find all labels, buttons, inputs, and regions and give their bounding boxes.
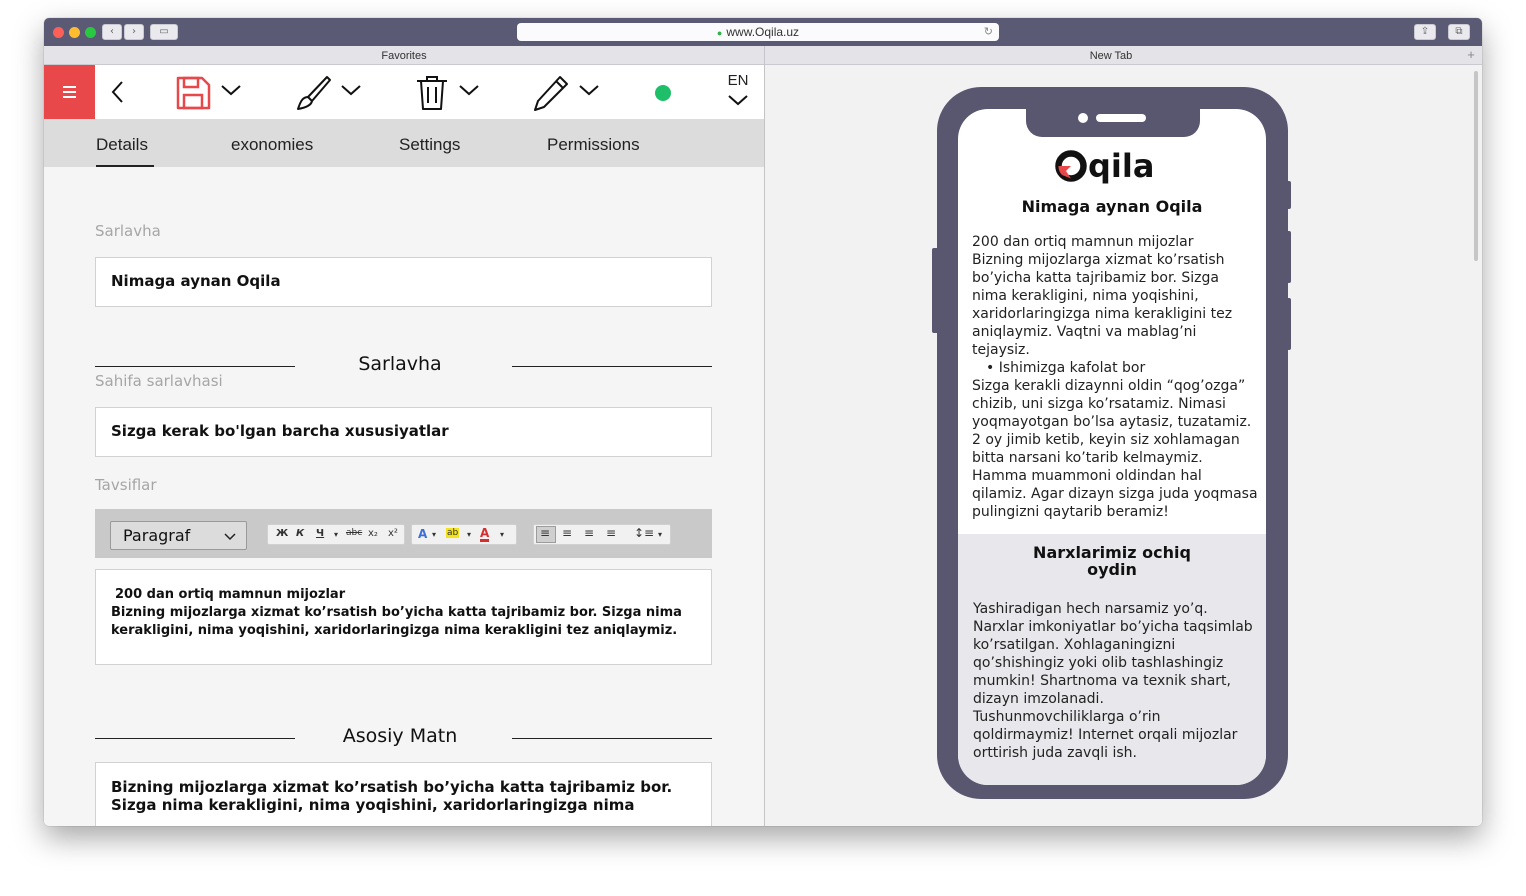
chevron-left-icon: [95, 65, 146, 119]
phone-mockup: [937, 87, 1288, 799]
trash-dropdown-chevron-icon[interactable]: [458, 83, 480, 97]
save-icon[interactable]: [174, 73, 212, 113]
preview-title: Nimaga aynan Oqila: [1021, 197, 1203, 216]
section-heading-text: Sarlavha: [358, 353, 442, 375]
descriptions-label: Tavsiflar: [95, 476, 157, 494]
brush-icon[interactable]: [294, 73, 332, 113]
align-right-icon[interactable]: ≡: [584, 526, 595, 540]
align-justify-icon[interactable]: ≡: [606, 526, 617, 540]
alignment-group: [533, 524, 671, 545]
text-color-group: [411, 524, 517, 545]
page-title-input[interactable]: Sizga kerak bo'lgan barcha xususiyatlar: [95, 407, 712, 457]
editor-pane: [44, 65, 764, 826]
section-tabs: [44, 119, 764, 167]
line-spacing-icon[interactable]: ↕≡: [634, 526, 655, 540]
share-icon[interactable]: ⇪: [1414, 24, 1436, 40]
preview-paragraph: Sizga kerakli dizaynni oldin “qog’ozga” chizib, uni sizga ko’rsatamiz. Nimasi yoqmayotgan bo’lsa aytasiz, tuzatamiz. 2 oy jimib ketib, keyin siz xohlamagan bitta narsani ko’tarib kelmaymiz. Hamma muammoni oldindan hal qilamiz. Agar dizayn sizga juda yoqmasa pulingizni qaytarib beramiz!: [972, 378, 1258, 520]
camera-icon: [1078, 113, 1088, 123]
oqila-logo-mark: [1054, 145, 1170, 185]
lock-icon: ●: [716, 28, 723, 38]
preview-paragraph: Bizning mijozlarga xizmat ko’rsatish bo’yicha katta tajribamiz bor. Sizga nima kerakligini, nima yoqishini, xaridorlaringizga nima kerakligini tez aniqlaymiz. Vaqtni va mablag’ni tejaysiz.: [972, 252, 1233, 358]
trash-icon[interactable]: [414, 73, 450, 113]
tab-favorites[interactable]: Favorites: [381, 50, 427, 62]
scrollbar[interactable]: [1474, 71, 1478, 261]
description-editor[interactable]: [95, 569, 712, 665]
preview-paragraph: Yashiradigan hech narsamiz yo’q. Narxlar imkoniyatlar bo’yicha taqsimlab ko’rsatilgan. Xohlaganingizni qo’shishingiz yoki olib tashlashingiz mumkin! Shartnoma va texnik shart, dizayn imzolanadi. Tushunmovchiliklarga o’rin qoldirmaymiz! Internet orqali mijozlar orttirish juda zavqli ish.: [973, 601, 1253, 761]
brush-dropdown-chevron-icon[interactable]: [340, 83, 362, 97]
oqila-logo: [958, 145, 1266, 189]
active-tab-underline: [96, 165, 154, 167]
text-effects-dropdown-icon[interactable]: ▾: [432, 530, 437, 539]
language-label: EN: [727, 72, 749, 89]
title-label: Sarlavha: [95, 222, 161, 240]
line-spacing-dropdown-icon[interactable]: ▾: [658, 530, 663, 539]
back-button[interactable]: [95, 65, 146, 119]
heading-rule-right: [512, 738, 712, 739]
page-title-label: Sahifa sarlavhasi: [95, 372, 223, 390]
paragraph-format-value: Paragraf: [123, 526, 191, 545]
tab-new-tab[interactable]: New Tab: [1089, 50, 1133, 62]
speaker-icon: [1096, 114, 1146, 122]
new-tab-plus-icon[interactable]: +: [1467, 47, 1475, 62]
browser-back-button[interactable]: ‹: [102, 24, 122, 40]
phone-screen: [958, 109, 1266, 785]
close-window-button[interactable]: [53, 27, 64, 38]
align-left-glyph: ≡: [540, 526, 551, 540]
tab-exonomies[interactable]: exonomies: [231, 135, 314, 154]
maximize-window-button[interactable]: [85, 27, 96, 38]
text-format-group: [267, 524, 405, 545]
main-text-input[interactable]: Bizning mijozlarga xizmat ko’rsatish bo’yicha katta tajribamiz bor. Sizga nima kerakligini, nima yoqishini, xaridorlaringizga nima: [95, 762, 712, 826]
font-color-icon[interactable]: A: [480, 526, 490, 540]
preview-paragraph: 200 dan ortiq mamnun mijozlar: [972, 234, 1194, 250]
tab-strip: [44, 46, 1482, 65]
section-heading-asosiy-matn: [95, 725, 712, 753]
pencil-icon[interactable]: [532, 73, 570, 113]
rich-text-toolbar: [95, 509, 712, 558]
highlight-icon[interactable]: ab: [447, 528, 459, 538]
paragraph-format-select[interactable]: [110, 521, 247, 550]
url-text: www.Oqila.uz: [726, 25, 800, 39]
italic-icon[interactable]: К: [296, 528, 305, 539]
address-bar[interactable]: [517, 23, 999, 41]
language-selector[interactable]: [720, 72, 756, 111]
editor-line-2: Bizning mijozlarga xizmat ko’rsatish bo’yicha katta tajribamiz bor. Sizga nima kerakligini, nima yoqishini, xaridorlaringizga nima kerakligini tez aniqlaymiz.: [111, 605, 682, 638]
editor-toolbar: [44, 65, 764, 119]
underline-dropdown-icon[interactable]: ▾: [334, 530, 339, 539]
preview-section-title: Narxlarimiz ochiq oydin: [1033, 543, 1191, 579]
tab-details[interactable]: Details: [96, 135, 148, 154]
logo-text: qila: [1088, 147, 1155, 185]
status-indicator: [655, 85, 671, 101]
text-effects-icon[interactable]: A: [418, 527, 428, 541]
heading-rule-right: [512, 366, 712, 367]
font-color-dropdown-icon[interactable]: ▾: [500, 530, 505, 539]
strikethrough-icon[interactable]: abc: [346, 528, 363, 538]
highlight-dropdown-icon[interactable]: ▾: [467, 530, 472, 539]
reload-icon[interactable]: ↻: [983, 26, 993, 38]
save-dropdown-chevron-icon[interactable]: [220, 83, 242, 97]
hamburger-menu-button[interactable]: [44, 65, 95, 119]
browser-forward-button[interactable]: ›: [124, 24, 144, 40]
tab-permissions[interactable]: Permissions: [547, 135, 640, 154]
minimize-window-button[interactable]: [69, 27, 80, 38]
tabs-overview-icon[interactable]: ⧉: [1448, 24, 1470, 40]
subscript-icon[interactable]: x₂: [368, 528, 378, 539]
preview-bullet: • Ishimizga kafolat bor: [986, 360, 1146, 376]
browser-titlebar: [44, 18, 1482, 46]
preview-pricing-section: [958, 534, 1266, 785]
sidebar-toggle-icon[interactable]: ▭: [150, 24, 178, 40]
align-center-icon[interactable]: ≡: [562, 526, 573, 540]
section-heading-text: Asosiy Matn: [342, 725, 458, 747]
preview-pane: [765, 65, 1482, 826]
editor-line-1: 200 dan ortiq mamnun mijozlar: [115, 587, 346, 602]
pencil-dropdown-chevron-icon[interactable]: [578, 83, 600, 97]
underline-icon[interactable]: Ч: [316, 528, 325, 539]
bold-icon[interactable]: Ж: [276, 528, 289, 539]
language-chevron-icon: [727, 93, 749, 107]
title-input[interactable]: Nimaga aynan Oqila: [95, 257, 712, 307]
preview-body: [972, 233, 1258, 521]
tab-settings[interactable]: Settings: [399, 135, 461, 154]
chevron-down-icon: [223, 532, 237, 542]
superscript-icon[interactable]: x²: [388, 528, 398, 539]
browser-window: [44, 18, 1482, 826]
phone-notch: [1026, 109, 1200, 137]
